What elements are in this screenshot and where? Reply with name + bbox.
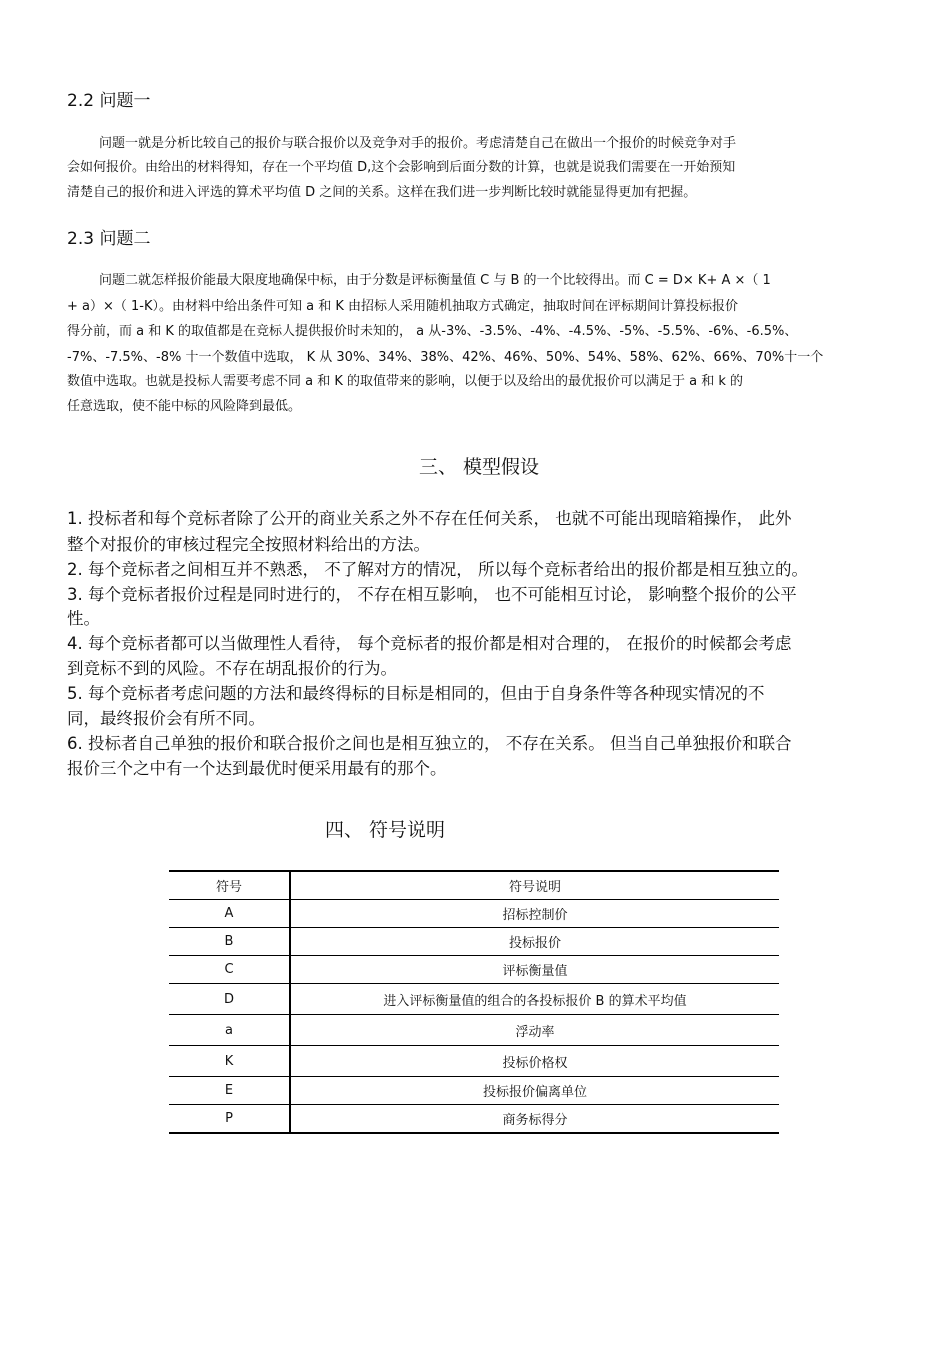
symbol-cell: P bbox=[169, 1105, 290, 1134]
assumption-line-11: 报价三个之中有一个达到最优时便采用最有的那个。 bbox=[67, 759, 447, 778]
assumption-line-6: 4. 每个竞标者都可以当做理性人看待， 每个竞标者的报价都是相对合理的， 在报价的时候都会考虑 bbox=[67, 634, 792, 653]
description-cell: 招标控制价 bbox=[290, 900, 779, 928]
symbol-cell: D bbox=[169, 984, 290, 1015]
table-row bbox=[169, 984, 779, 1015]
assumption-line-1: 1. 投标者和每个竞标者除了公开的商业关系之外不存在任何关系， 也就不可能出现暗箱操作， 此外 bbox=[67, 509, 792, 528]
assumption-line-5: 性。 bbox=[67, 609, 100, 628]
sec23-line-2: + a）×（ 1-K）。由材料中给出条件可知 a 和 K 由招标人采用随机抽取方式确定，抽取时间在评标期间计算投标报价 bbox=[67, 299, 739, 314]
description-cell: 投标报价 bbox=[290, 928, 779, 956]
sec22-line-3: 清楚自己的报价和进入评选的算术平均值 D 之间的关系。这样在我们进一步判断比较时就能显得更加有把握。 bbox=[67, 185, 697, 200]
table-row bbox=[169, 1105, 779, 1134]
sec22-line-2: 会如何报价。由给出的材料得知，存在一个平均值 D,这个会影响到后面分数的计算，也就是说我们需要在一开始预知 bbox=[67, 160, 736, 175]
table-row bbox=[169, 956, 779, 984]
symbol-cell: E bbox=[169, 1077, 290, 1105]
sec23-line-5: 数值中选取。也就是投标人需要考虑不同 a 和 K 的取值带来的影响，以便于以及给出的最优报价可以满足于 a 和 k 的 bbox=[67, 374, 744, 389]
assumption-line-4: 3. 每个竞标者报价过程是同时进行的， 不存在相互影响， 也不可能相互讨论， 影响整个报价的公平 bbox=[67, 585, 797, 604]
description-cell: 投标价格权 bbox=[290, 1046, 779, 1077]
table-row bbox=[169, 900, 779, 928]
assumption-line-3: 2. 每个竞标者之间相互并不熟悉， 不了解对方的情况， 所以每个竞标者给出的报价都是相互独立的。 bbox=[67, 560, 808, 579]
table-row bbox=[169, 1015, 779, 1046]
sec22-line-1: 问题一就是分析比较自己的报价与联合报价以及竞争对手的报价。考虑清楚自己在做出一个报价的时候竞争对手 bbox=[99, 136, 737, 151]
symbol-cell: B bbox=[169, 928, 290, 956]
sec23-line-1: 问题二就怎样报价能最大限度地确保中标，由于分数是评标衡量值 C 与 B 的一个比较得出。而 C = D× K+ A ×（ 1 bbox=[99, 273, 771, 288]
assumption-line-2: 整个对报价的审核过程完全按照材料给出的方法。 bbox=[67, 535, 430, 554]
symbol-cell: a bbox=[169, 1015, 290, 1046]
assumption-line-7: 到竞标不到的风险。不存在胡乱报价的行为。 bbox=[67, 659, 397, 678]
description-cell: 商务标得分 bbox=[290, 1105, 779, 1134]
description-cell: 评标衡量值 bbox=[290, 956, 779, 984]
section-4-title: 四、 符号说明 bbox=[325, 819, 446, 841]
table-header-row bbox=[169, 871, 779, 900]
section-2-3-title: 2.3 问题二 bbox=[67, 229, 151, 249]
assumption-line-9: 同，最终报价会有所不同。 bbox=[67, 709, 265, 728]
header-description: 符号说明 bbox=[290, 871, 779, 900]
sec23-line-4: -7%、-7.5%、-8% 十一个数值中选取， K 从 30%、34%、38%、42%、46%、50%、54%、58%、62%、66%、70%十一个 bbox=[67, 350, 824, 365]
sec23-line-3: 得分前，而 a 和 K 的取值都是在竞标人提供报价时未知的， a 从-3%、-3.5%、-4%、-4.5%、-5%、-5.5%、-6%、-6.5%、 bbox=[67, 324, 798, 339]
symbol-table bbox=[169, 870, 779, 1134]
header-symbol: 符号 bbox=[169, 871, 290, 900]
assumption-line-8: 5. 每个竞标者考虑问题的方法和最终得标的目标是相同的，但由于自身条件等各种现实情况的不 bbox=[67, 684, 765, 703]
section-2-2-title: 2.2 问题一 bbox=[67, 91, 151, 111]
table-row bbox=[169, 1077, 779, 1105]
assumption-line-10: 6. 投标者自己单独的报价和联合报价之间也是相互独立的， 不存在关系。 但当自己单独报价和联合 bbox=[67, 734, 792, 753]
description-cell: 投标报价偏离单位 bbox=[290, 1077, 779, 1105]
symbol-cell: A bbox=[169, 900, 290, 928]
description-cell: 浮动率 bbox=[290, 1015, 779, 1046]
table-row bbox=[169, 928, 779, 956]
symbol-cell: K bbox=[169, 1046, 290, 1077]
sec23-line-6: 任意选取，使不能中标的风险降到最低。 bbox=[67, 399, 302, 414]
symbol-cell: C bbox=[169, 956, 290, 984]
section-3-title: 三、 模型假设 bbox=[419, 456, 540, 478]
table-row bbox=[169, 1046, 779, 1077]
description-cell: 进入评标衡量值的组合的各投标报价 B 的算术平均值 bbox=[290, 984, 779, 1015]
